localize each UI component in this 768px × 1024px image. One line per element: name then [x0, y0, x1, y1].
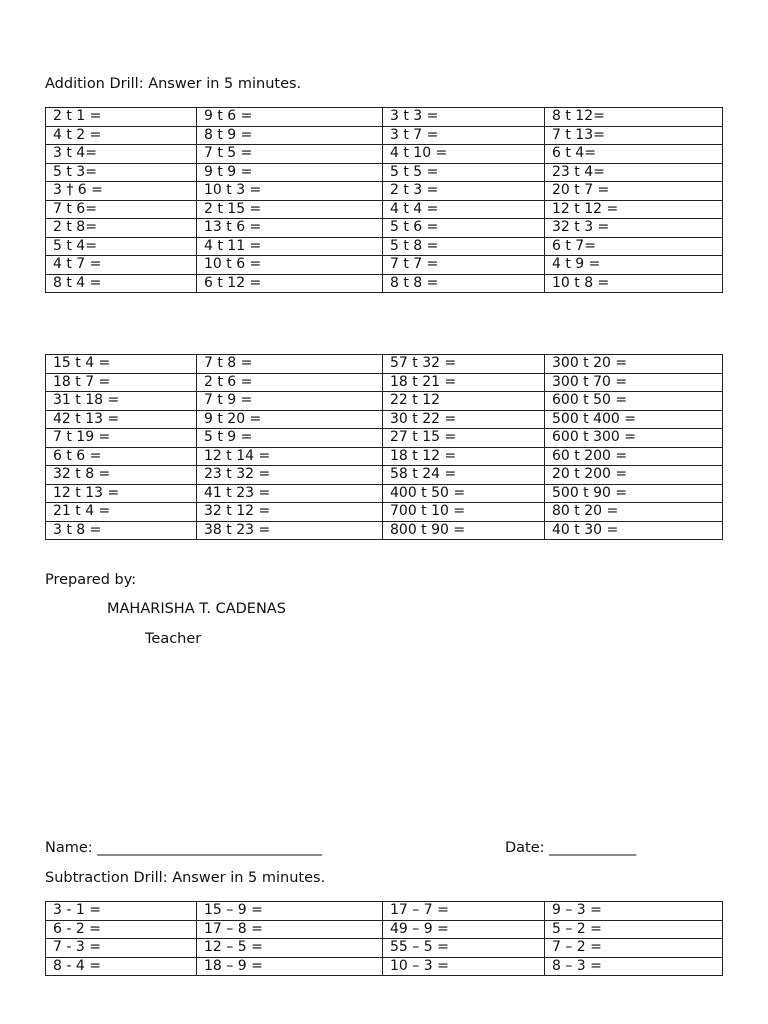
problem-cell: 6 t 12 =: [197, 274, 383, 293]
table-row: [46, 126, 723, 145]
problem-cell: 22 t 12: [383, 392, 545, 411]
problem-cell: 3 † 6 =: [46, 182, 197, 201]
problem-cell: 10 t 6 =: [197, 256, 383, 275]
problem-cell: 7 – 2 =: [545, 939, 723, 958]
problem-cell: 10 – 3 =: [383, 957, 545, 976]
problem-cell: 4 t 11 =: [197, 237, 383, 256]
subtraction-table: [45, 901, 723, 976]
problem-cell: 8 - 4 =: [46, 957, 197, 976]
problem-cell: 80 t 20 =: [545, 503, 723, 522]
date-field[interactable]: Date: ____________: [505, 840, 637, 856]
problem-cell: 9 – 3 =: [545, 902, 723, 921]
table-row: [46, 466, 723, 485]
problem-cell: 21 t 4 =: [46, 503, 197, 522]
table-row: [46, 108, 723, 127]
problem-cell: 8 t 8 =: [383, 274, 545, 293]
table-row: [46, 182, 723, 201]
table-row: [46, 256, 723, 275]
problem-cell: 12 – 5 =: [197, 939, 383, 958]
table-row: [46, 521, 723, 540]
problem-cell: 7 - 3 =: [46, 939, 197, 958]
problem-cell: 40 t 30 =: [545, 521, 723, 540]
name-field[interactable]: Name: _______________________________: [45, 840, 323, 856]
problem-cell: 18 t 12 =: [383, 447, 545, 466]
problem-cell: 400 t 50 =: [383, 484, 545, 503]
problem-cell: 7 t 7 =: [383, 256, 545, 275]
problem-cell: 20 t 7 =: [545, 182, 723, 201]
problem-cell: 13 t 6 =: [197, 219, 383, 238]
problem-cell: 60 t 200 =: [545, 447, 723, 466]
table-row: [46, 200, 723, 219]
table-row: [46, 920, 723, 939]
problem-cell: 4 t 4 =: [383, 200, 545, 219]
problem-cell: 5 t 5 =: [383, 163, 545, 182]
addition-table-2: [45, 354, 723, 540]
problem-cell: 3 t 3 =: [383, 108, 545, 127]
table-row: [46, 219, 723, 238]
problem-cell: 7 t 19 =: [46, 429, 197, 448]
problem-cell: 3 - 1 =: [46, 902, 197, 921]
problem-cell: 4 t 10 =: [383, 145, 545, 164]
problem-cell: 18 t 7 =: [46, 373, 197, 392]
table-row: [46, 373, 723, 392]
problem-cell: 5 t 9 =: [197, 429, 383, 448]
problem-cell: 3 t 8 =: [46, 521, 197, 540]
problem-cell: 42 t 13 =: [46, 410, 197, 429]
problem-cell: 2 t 15 =: [197, 200, 383, 219]
problem-cell: 30 t 22 =: [383, 410, 545, 429]
problem-cell: 8 t 12=: [545, 108, 723, 127]
prepared-by-label: Prepared by:: [45, 572, 137, 588]
problem-cell: 20 t 200 =: [545, 466, 723, 485]
problem-cell: 15 t 4 =: [46, 355, 197, 374]
problem-cell: 600 t 300 =: [545, 429, 723, 448]
problem-cell: 500 t 90 =: [545, 484, 723, 503]
problem-cell: 800 t 90 =: [383, 521, 545, 540]
problem-cell: 2 t 8=: [46, 219, 197, 238]
problem-cell: 2 t 6 =: [197, 373, 383, 392]
problem-cell: 12 t 14 =: [197, 447, 383, 466]
problem-cell: 18 t 21 =: [383, 373, 545, 392]
problem-cell: 10 t 3 =: [197, 182, 383, 201]
problem-cell: 6 t 6 =: [46, 447, 197, 466]
problem-cell: 23 t 32 =: [197, 466, 383, 485]
table-row: [46, 902, 723, 921]
problem-cell: 7 t 13=: [545, 126, 723, 145]
problem-cell: 5 t 8 =: [383, 237, 545, 256]
problem-cell: 5 – 2 =: [545, 920, 723, 939]
problem-cell: 5 t 4=: [46, 237, 197, 256]
problem-cell: 7 t 6=: [46, 200, 197, 219]
table-row: [46, 957, 723, 976]
problem-cell: 6 t 4=: [545, 145, 723, 164]
problem-cell: 9 t 20 =: [197, 410, 383, 429]
problem-cell: 10 t 8 =: [545, 274, 723, 293]
problem-cell: 6 - 2 =: [46, 920, 197, 939]
problem-cell: 500 t 400 =: [545, 410, 723, 429]
problem-cell: 57 t 32 =: [383, 355, 545, 374]
problem-cell: 12 t 13 =: [46, 484, 197, 503]
problem-cell: 31 t 18 =: [46, 392, 197, 411]
problem-cell: 4 t 2 =: [46, 126, 197, 145]
problem-cell: 32 t 12 =: [197, 503, 383, 522]
table-row: [46, 163, 723, 182]
problem-cell: 5 t 6 =: [383, 219, 545, 238]
problem-cell: 3 t 7 =: [383, 126, 545, 145]
problem-cell: 8 t 4 =: [46, 274, 197, 293]
problem-cell: 38 t 23 =: [197, 521, 383, 540]
table-row: [46, 392, 723, 411]
addition-table-1: [45, 107, 723, 293]
table-row: [46, 355, 723, 374]
problem-cell: 55 – 5 =: [383, 939, 545, 958]
problem-cell: 300 t 20 =: [545, 355, 723, 374]
problem-cell: 27 t 15 =: [383, 429, 545, 448]
problem-cell: 23 t 4=: [545, 163, 723, 182]
problem-cell: 18 – 9 =: [197, 957, 383, 976]
problem-cell: 8 t 9 =: [197, 126, 383, 145]
problem-cell: 4 t 7 =: [46, 256, 197, 275]
problem-cell: 8 – 3 =: [545, 957, 723, 976]
table-row: [46, 274, 723, 293]
problem-cell: 32 t 8 =: [46, 466, 197, 485]
table-row: [46, 145, 723, 164]
problem-cell: 58 t 24 =: [383, 466, 545, 485]
teacher-name: MAHARISHA T. CADENAS: [107, 601, 286, 617]
problem-cell: 41 t 23 =: [197, 484, 383, 503]
table-row: [46, 237, 723, 256]
problem-cell: 17 – 7 =: [383, 902, 545, 921]
problem-cell: 5 t 3=: [46, 163, 197, 182]
problem-cell: 32 t 3 =: [545, 219, 723, 238]
problem-cell: 7 t 5 =: [197, 145, 383, 164]
problem-cell: 9 t 9 =: [197, 163, 383, 182]
problem-cell: 12 t 12 =: [545, 200, 723, 219]
problem-cell: 2 t 1 =: [46, 108, 197, 127]
problem-cell: 4 t 9 =: [545, 256, 723, 275]
problem-cell: 15 – 9 =: [197, 902, 383, 921]
table-row: [46, 484, 723, 503]
problem-cell: 3 t 4=: [46, 145, 197, 164]
table-row: [46, 429, 723, 448]
problem-cell: 300 t 70 =: [545, 373, 723, 392]
problem-cell: 9 t 6 =: [197, 108, 383, 127]
problem-cell: 2 t 3 =: [383, 182, 545, 201]
table-row: [46, 410, 723, 429]
addition-drill-title: Addition Drill: Answer in 5 minutes.: [45, 76, 302, 92]
problem-cell: 7 t 9 =: [197, 392, 383, 411]
problem-cell: 600 t 50 =: [545, 392, 723, 411]
problem-cell: 6 t 7=: [545, 237, 723, 256]
subtraction-drill-title: Subtraction Drill: Answer in 5 minutes.: [45, 870, 326, 886]
problem-cell: 17 – 8 =: [197, 920, 383, 939]
problem-cell: 49 – 9 =: [383, 920, 545, 939]
table-row: [46, 503, 723, 522]
teacher-role: Teacher: [145, 631, 202, 647]
problem-cell: 7 t 8 =: [197, 355, 383, 374]
table-row: [46, 939, 723, 958]
table-row: [46, 447, 723, 466]
problem-cell: 700 t 10 =: [383, 503, 545, 522]
